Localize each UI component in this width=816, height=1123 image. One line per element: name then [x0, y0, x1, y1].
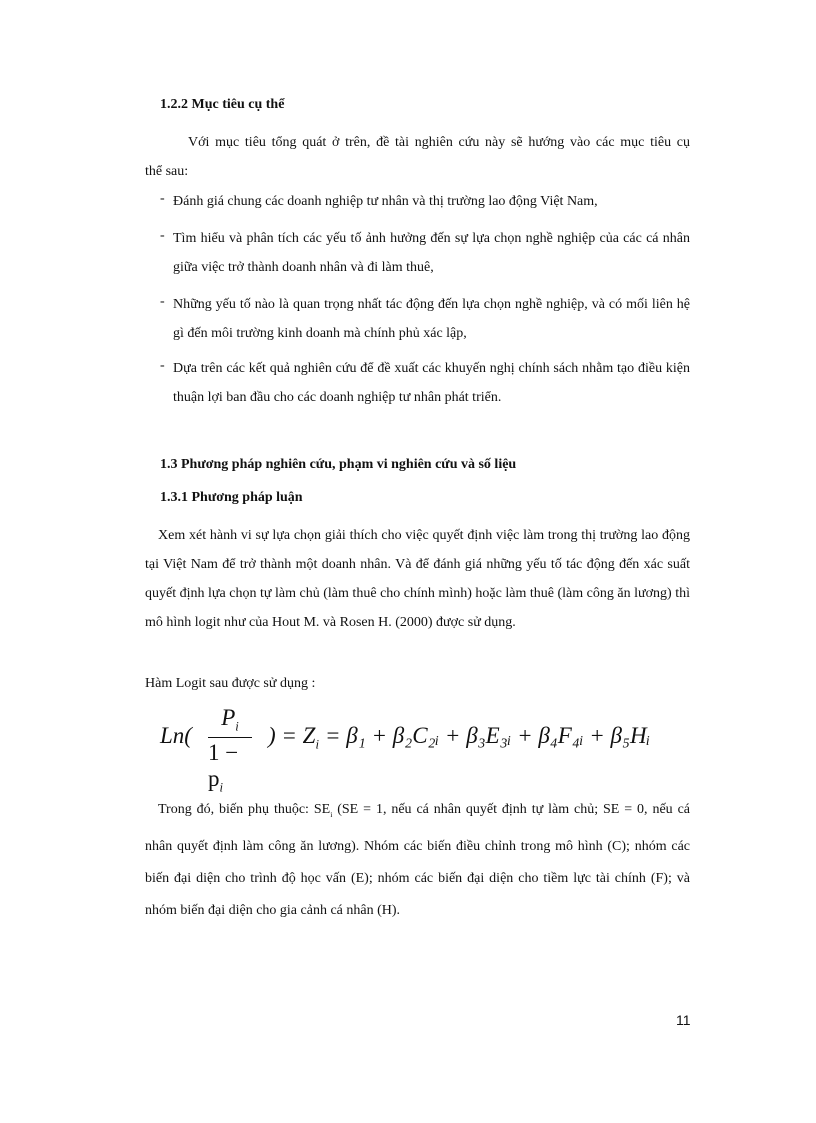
- bullet-dash: -: [160, 228, 165, 243]
- bullet-text: Tìm hiểu và phân tích các yếu tố ảnh hưởng đến sự lựa chọn nghề nghiệp của các cá nhân giữa việc trở thành doanh nhân và đi làm thuê,: [173, 231, 690, 275]
- logit-intro: Hàm Logit sau được sử dụng :: [145, 676, 316, 691]
- intro-line-2: thể sau:: [145, 164, 189, 179]
- formula-fraction: [208, 705, 252, 795]
- formula-denominator: $1 - p_i$: [208, 739, 239, 795]
- section-heading-1-3-1: 1.3.1 Phương pháp luận: [160, 490, 303, 505]
- bullet-text: Những yếu tố nào là quan trọng nhất tác động đến lựa chọn nghề nghiệp, và có mối liên hệ gì đến môi trường kinh doanh mà chính phủ xác lập,: [173, 297, 690, 341]
- bullet-dash: -: [160, 294, 165, 309]
- page-number: 11: [676, 1012, 691, 1028]
- variables-paragraph: Trong đó, biến phụ thuộc: $SE_i$ (SE = 1, nếu cá nhân quyết định tự làm chủ; SE = 0, nếu cá nhân quyết định làm công ăn lương). Nhóm các biến điều chỉnh trong mô hình (C); nhóm các biến đại diện cho trình độ học vấn (E); nhóm các biến đại diện cho tiềm lực tài chính (F); và nhóm biến đại diện cho gia cảnh cá nhân (H).: [145, 802, 690, 918]
- section-heading-1-2-2: 1.2.2 Mục tiêu cụ thể: [160, 97, 285, 112]
- intro-line-1: Với mục tiêu tổng quát ở trên, đề tài nghiên cứu này sẽ hướng vào các mục tiêu cụ: [188, 135, 690, 150]
- methodology-paragraph: Xem xét hành vi sự lựa chọn giải thích cho việc quyết định việc làm trong thị trường lao động tại Việt Nam để trở thành một doanh nhân. Và để đánh giá những yếu tố tác động đến xác suất quyết định lựa chọn tự làm chủ (làm thuê cho chính mình) hoặc làm thuê (làm công ăn lương) thì mô hình logit như của Hout M. và Rosen H. (2000) được sử dụng.: [145, 528, 690, 630]
- section-heading-1-3: 1.3 Phương pháp nghiên cứu, phạm vi nghiên cứu và số liệu: [160, 457, 517, 472]
- bullet-text: Đánh giá chung các doanh nghiệp tư nhân và thị trường lao động Việt Nam,: [173, 194, 598, 209]
- bullet-text: Dựa trên các kết quả nghiên cứu để đề xuất các khuyến nghị chính sách nhằm tạo điều kiện thuận lợi ban đầu cho các doanh nghiệp tư nhân phát triển.: [173, 361, 690, 405]
- formula-numerator: $P_i$: [221, 705, 239, 734]
- formula-rhs: ) = $Z_i = \beta_1$ + β₂C₂ᵢ + β₃E₃ᵢ + β₄F₄ᵢ + β₅Hᵢ: [268, 723, 651, 752]
- formula-ln: Ln(: [160, 723, 192, 748]
- fraction-bar: [208, 737, 252, 738]
- bullet-dash: -: [160, 191, 165, 206]
- bullet-dash: -: [160, 358, 165, 373]
